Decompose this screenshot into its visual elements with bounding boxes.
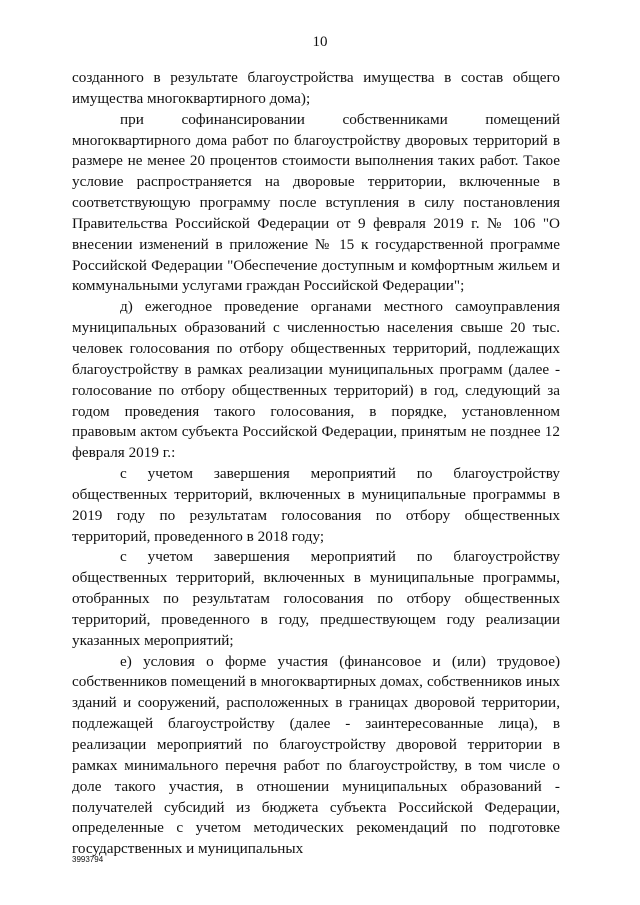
document-body <box>72 68 560 860</box>
document-id: 3993794 <box>72 855 104 864</box>
page-number: 10 <box>312 34 328 50</box>
paragraph-1: созданного в результате благоустройства имущества в состав общего имущества многоквартирного дома); <box>72 69 560 107</box>
paragraph-3: д) ежегодное проведение органами местного самоуправления муниципальных образований с численностью населения свыше 20 тыс. человек голосования по отбору общественных территорий, подлежащих благоустройству в рамках реализации муниципальных программ (далее - голосование по отбору общественных территорий) в год, следующий за годом проведения такого голосования, в порядке, установленном правовым актом субъекта Российской Федерации, принятым не позднее 12 февраля 2019 г.: <box>72 298 560 462</box>
paragraph-5: с учетом завершения мероприятий по благоустройству общественных территорий, включенных в муниципальные программы, отобранных по результатам голосования по отбору общественных территорий, проведенного в году, предшествующем году реализации указанных мероприятий; <box>72 548 560 649</box>
paragraph-4: с учетом завершения мероприятий по благоустройству общественных территорий, включенных в муниципальные программы в 2019 году по результатам голосования по отбору общественных территорий, проведенного в 2018 году; <box>72 465 560 545</box>
paragraph-6: е) условия о форме участия (финансовое и (или) трудовое) собственников помещений в многоквартирных домах, собственников иных зданий и сооружений, расположенных в границах дворовой территории, подлежащей благоустройству (далее - заинтересованные лица), в реализации мероприятий по благоустройству дворовой территории в рамках минимального перечня работ по благоустройству, в том числе о доле такого участия, в отношении муниципальных образований - получателей субсидий из бюджета субъекта Российской Федерации, определенные с учетом методических рекомендаций по подготовке государственных и муниципальных <box>72 652 560 858</box>
paragraph-2: при софинансировании собственниками помещений многоквартирного дома работ по благоустройству дворовых территорий в размере не менее 20 процентов стоимости выполнения таких работ. Такое условие распространяется на дворовые территории, включенные в соответствующую программу после вступления в силу постановления Правительства Российской Федерации от 9 февраля 2019 г. № 106 "О внесении изменений в приложение № 15 к государственной программе Российской Федерации "Обеспечение доступным и комфортным жильем и коммунальными услугами граждан Российской Федерации"; <box>72 110 560 295</box>
